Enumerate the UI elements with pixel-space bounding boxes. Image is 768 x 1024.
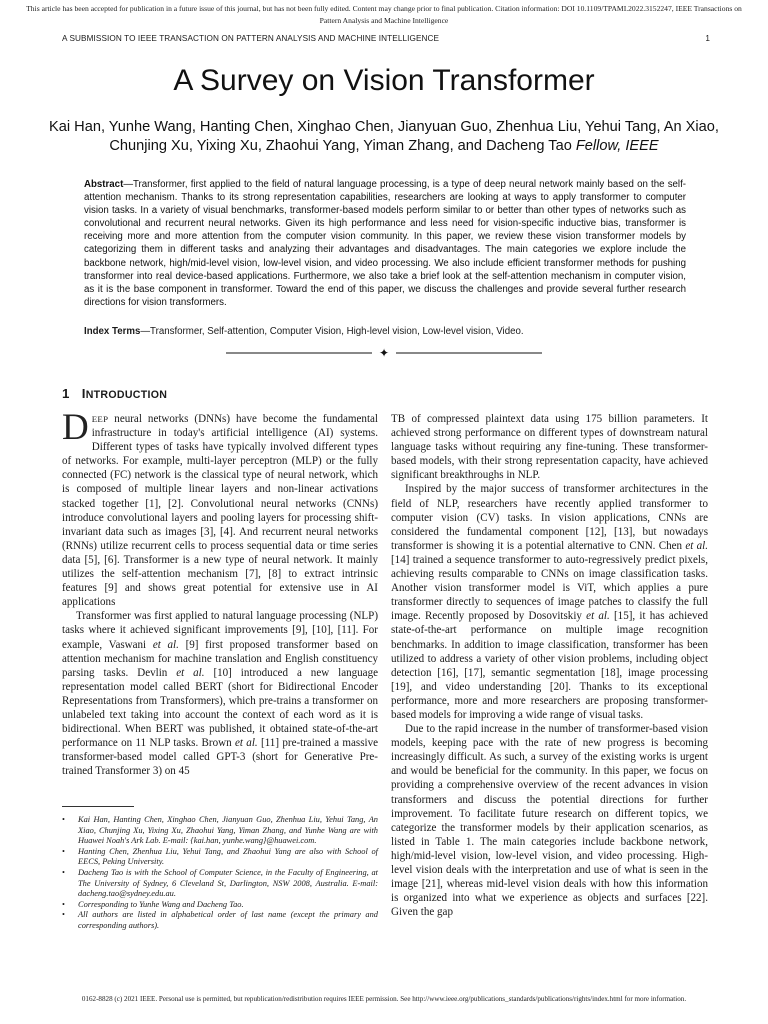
footnote-text: Hanting Chen, Zhenhua Liu, Yehui Tang, and Zhaohui Yang are also with School of EECS, Peking University. xyxy=(78,846,378,867)
divider-star-icon: ✦ xyxy=(378,346,390,360)
copyright-footer: 0162-8828 (c) 2021 IEEE. Personal use is permitted, but republication/redistribution requires IEEE permission. See http://www.ieee.org/publications_standards/publications/rights/index.html for more information. xyxy=(81,995,687,1003)
drop-cap: D xyxy=(62,407,89,448)
et-al: et al. xyxy=(586,610,610,623)
et-al: et al. xyxy=(176,666,205,679)
authors-names: Kai Han, Yunhe Wang, Hanting Chen, Xinghao Chen, Jianyuan Guo, Zhenhua Liu, Yehui Tang, An Xiao, Chunjing Xu, Yixing Xu, Zhaohui Yang, Yiman Zhang, and Dacheng Tao xyxy=(49,119,719,154)
bullet-icon: • xyxy=(62,899,65,909)
paragraph-text: [11] pre-trained a massive transformer-based model called GPT-3 (short for Generative Pre-trained Transformer 3) on 45 xyxy=(62,737,379,778)
paragraph-text: neural networks (DNNs) have become the fundamental infrastructure in today's artificial intelligence (AI) systems. Different types of tasks have typically involved different types of networks. For example, multi-layer perceptron (MLP) or the fully connected (FC) network is the classical type of neural network, which is composed of multiple linear layers and non-linear activations stacked together [1], [2]. Convolutional neural networks (CNNs) introduce convolutional layers and pooling layers for processing shift-invariant data such as images [3], [4]. And recurrent neural networks (RNNs) utilize recurrent cells to process sequential data or time series data [5], [6]. Transformer is a new type of neural network. It mainly utilizes the self-attention mechanism [7], [8] to extract intrinsic features [9] and shows great potential for extensive use in AI applications xyxy=(62,413,378,609)
footnote-text: All authors are listed in alphabetical order of last name (except the primary and corresponding authors). xyxy=(78,910,378,930)
et-al: et al. xyxy=(685,539,709,552)
bullet-icon: • xyxy=(62,867,65,877)
abstract-text: —Transformer, first applied to the field of natural language processing, is a type of deep neural network mainly based on the self-attention mechanism. Thanks to its strong representation capabilities, researchers are looking at ways to apply transformer to computer vision tasks. In a variety of visual benchmarks, transformer-based models perform similar to or better than other types of networks such as convolutional and recurrent neural networks. Given its high performance and less need for vision-specific inductive bias, transformer is receiving more and more attention from the computer vision community. In this paper, we review these vision transformer models by categorizing them in different tasks and analyzing their advantages and disadvantages. The main categories we explore include the backbone network, high/mid-level vision, low-level vision, and video processing. We also include efficient transformer methods for pushing transformer into real device-based applications. Furthermore, we also take a brief look at the self-attention mechanism in computer vision, as it is the base component in transformer. Toward the end of this paper, we discuss the challenges and provide several further research directions for vision transformers. xyxy=(84,179,686,308)
bullet-icon: • xyxy=(62,846,65,856)
right-column xyxy=(391,412,708,919)
section-title-rest: NTRODUCTION xyxy=(85,389,168,401)
index-terms xyxy=(84,325,686,338)
index-terms-text: —Transformer, Self-attention, Computer Vision, High-level vision, Low-level vision, Video. xyxy=(140,326,524,337)
abstract-label: Abstract xyxy=(84,179,124,190)
footnote-list xyxy=(62,815,378,932)
paragraph-text: [9] first proposed transformer based on attention mechanism for machine translation and English constituency parsing tasks. Devlin xyxy=(62,638,378,679)
intro-paragraph-1 xyxy=(62,407,378,609)
running-head xyxy=(62,34,710,43)
section-title-initial: I xyxy=(81,386,86,401)
lead-small-caps: EEP xyxy=(91,414,109,424)
footnote-item xyxy=(62,847,378,868)
paragraph-text: [14] trained a sequence transformer to auto-regressively predict pixels, achieving results comparable to CNNs on image classification tasks. Another vision transformer model is ViT, which applies a pure transformer directly to sequences of image patches to classify the full image. Recently proposed by Dosovitskiy xyxy=(391,553,708,623)
fellow-note: Fellow, IEEE xyxy=(575,137,659,154)
footnote-text: Kai Han, Hanting Chen, Xinghao Chen, Jianyuan Guo, Zhenhua Liu, Yehui Tang, An Xiao, Chunjing Xu, Yixing Xu, Zhaohui Yang, Yiman Zhang, and Yunhe Wang are with Huawei Noah's Ark Lab. E-mail: {kai.han, yunhe.wang}@huawei.com. xyxy=(78,815,378,846)
author-list xyxy=(40,118,728,155)
et-al: et al. xyxy=(234,737,258,750)
intro-paragraph-3: TB of compressed plaintext data using 175 billion parameters. It achieved strong performance on different types of downstream natural language tasks without requiring any fine-tuning. These transformer-based models, with their strong representation capacity, have achieved significant breakthroughs in NLP. xyxy=(391,413,708,482)
footnote-item xyxy=(62,910,378,931)
footnote-item xyxy=(62,868,378,900)
accepted-notice: This article has been accepted for publication in a future issue of this journal, but has not been fully edited. Content may change prior to final publication. Citation information: DOI 10.1109/TPAMI.2022.3152247, IEEE Transactions on Pattern Analysis and Machine Intelligence xyxy=(26,4,742,25)
intro-paragraph-2 xyxy=(62,609,378,778)
intro-paragraph-4 xyxy=(391,482,708,722)
bullet-icon: • xyxy=(62,815,65,824)
running-head-text: A SUBMISSION TO IEEE TRANSACTION ON PATTERN ANALYSIS AND MACHINE INTELLIGENCE xyxy=(62,34,440,43)
paragraph-text: Transformer was first applied to natural language processing (NLP) tasks where it achieved significant improvements [9], [10], [11]. For example, Vaswani xyxy=(62,610,378,651)
section-divider xyxy=(226,346,542,360)
section-number: 1 xyxy=(62,386,70,401)
footnote-item xyxy=(62,900,378,911)
footnote-item xyxy=(62,815,378,847)
et-al: et al. xyxy=(152,638,179,651)
footnote-text: Dacheng Tao is with the School of Computer Science, in the Faculty of Engineering, at The University of Sydney, 6 Cleveland St, Darlington, NSW 2008, Australia. E-mail: dacheng.tao@sydney.edu.au. xyxy=(78,867,378,899)
index-terms-label: Index Terms xyxy=(84,326,141,337)
footnote-rule xyxy=(62,806,134,807)
intro-paragraph-5: Due to the rapid increase in the number of transformer-based vision models, keeping pace with the rate of new progress is becoming increasingly difficult. As such, a survey of the existing works is urgent and would be beneficial for the community. In this paper, we focus on providing a comprehensive overview of the recent advances in vision transformers and discuss the potential directions for further improvement. To facilitate future research on different topics, we categorize the transformer models by their application scenarios, as listed in Table 1. The main categories include backbone network, high/mid-level vision, low-level vision, and video processing. High-level vision deals with the interpretation and use of what is seen in the image [21], whereas mid-level vision deals with how this information is organized into what we experience as objects and surfaces [22]. Given the gap xyxy=(391,723,708,919)
paragraph-text: [15], it has achieved state-of-the-art performance on multiple image recognition benchmarks. In addition to image classification, transformer has been utilized to address a variety of other vision problems, including object detection [16], [17], semantic segmentation [18], image processing [19], and video understanding [20]. Thanks to its exceptional performance, more and more researchers are proposing transformer-based models for improving a wide range of visual tasks. xyxy=(391,610,708,721)
abstract xyxy=(84,178,686,309)
page-number: 1 xyxy=(705,34,710,43)
divider-ornament xyxy=(226,346,542,360)
paragraph-text: [10] introduced a new language representation model called BERT (short for Bidirectional Encoder Representations from Transformers), which pre-trains a transformer on unlabeled text taking into account the context of each word as it is bidirectional. When BERT was published, it obtained state-of-the-art performance on 11 NLP tasks. Brown xyxy=(62,666,378,750)
paper-title: A Survey on Vision Transformer xyxy=(173,64,595,97)
bullet-icon: • xyxy=(62,910,65,920)
footnote-text: Corresponding to Yunhe Wang and Dacheng Tao. xyxy=(78,899,244,909)
paragraph-text: Inspired by the major success of transformer architectures in the field of NLP, researchers have recently applied transformer to computer vision (CV) tasks. In vision applications, CNNs are considered the fundamental component [12], [13], but nowadays transformer is showing it is a potential alternative to CNN. Chen xyxy=(391,483,708,552)
section-heading xyxy=(62,386,167,401)
left-column xyxy=(62,407,379,778)
